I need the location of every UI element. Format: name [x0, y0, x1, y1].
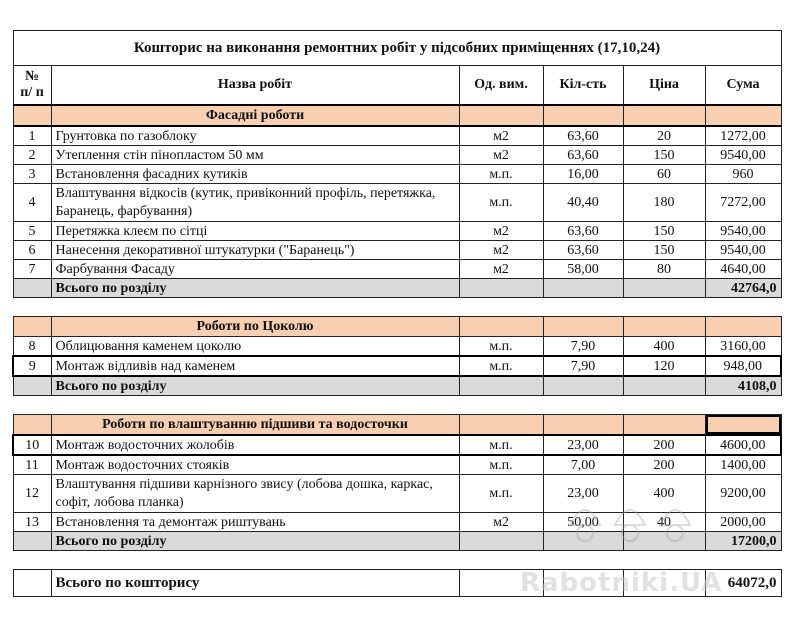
section-title: Фасадні роботи: [51, 105, 459, 126]
title-row: [13, 31, 781, 66]
row-price: 60: [623, 165, 705, 184]
grand-total-value: 64072,0: [705, 570, 781, 597]
row-name: Влаштування відкосів (кутик, привіконний профіль, перетяжка, Баранець, фарбування): [51, 184, 459, 222]
row-num: 8: [13, 337, 51, 357]
row-name: Встановлення та демонтаж риштувань: [51, 513, 459, 532]
row-name: Монтаж водосточних стояків: [51, 455, 459, 475]
row-sum: 1272,00: [705, 126, 781, 146]
header-qty: Кіл-сть: [543, 66, 623, 106]
row-name: Фарбування Фасаду: [51, 260, 459, 279]
row-qty: 63,60: [543, 146, 623, 165]
row-unit: м.п.: [459, 475, 543, 513]
row-num: 10: [13, 435, 51, 455]
row-unit: м.п.: [459, 435, 543, 455]
row-price: 150: [623, 222, 705, 241]
section-header: [13, 415, 781, 436]
row-unit: м.п.: [459, 337, 543, 357]
row-name: Монтаж відливів над каменем: [51, 356, 459, 376]
spacer-row: [13, 551, 781, 570]
table-row: [13, 146, 781, 165]
row-qty: 7,00: [543, 455, 623, 475]
row-qty: 63,60: [543, 222, 623, 241]
row-name: Облицювання каменем цоколю: [51, 337, 459, 357]
section-total-row: [13, 279, 781, 298]
row-name: Грунтовка по газоблоку: [51, 126, 459, 146]
section-total-value: 4108,0: [705, 376, 781, 396]
row-price: 400: [623, 475, 705, 513]
row-unit: м.п.: [459, 165, 543, 184]
table-row: [13, 126, 781, 146]
row-sum: 2000,00: [705, 513, 781, 532]
row-sum: 9200,00: [705, 475, 781, 513]
table-row: [13, 455, 781, 475]
spacer-row: [13, 298, 781, 317]
row-num: 1: [13, 126, 51, 146]
highlighted-cell: [705, 415, 781, 436]
row-qty: 50,00: [543, 513, 623, 532]
header-row: [13, 66, 781, 106]
row-sum: 960: [705, 165, 781, 184]
section-total-row: [13, 376, 781, 396]
row-num: 4: [13, 184, 51, 222]
row-unit: м.п.: [459, 455, 543, 475]
grand-total-label: Всього по кошторису: [51, 570, 459, 597]
row-qty: 58,00: [543, 260, 623, 279]
row-qty: 63,60: [543, 126, 623, 146]
row-name: Перетяжка клеєм по сітці: [51, 222, 459, 241]
header-num: № п/ п: [13, 66, 51, 106]
row-sum: 4600,00: [705, 435, 781, 455]
row-num: 13: [13, 513, 51, 532]
row-unit: м.п.: [459, 356, 543, 376]
table-row: [13, 435, 781, 455]
section-title: Роботи по влаштуванню підшиви та водосточки: [51, 415, 459, 436]
row-sum: 9540,00: [705, 222, 781, 241]
header-name: Назва робіт: [51, 66, 459, 106]
row-sum: 9540,00: [705, 146, 781, 165]
section-title: Роботи по Цоколю: [51, 317, 459, 337]
watermark-logo-icon: [560, 485, 710, 545]
row-price: 400: [623, 337, 705, 357]
row-name: Встановлення фасадних кутиків: [51, 165, 459, 184]
row-sum: 7272,00: [705, 184, 781, 222]
row-qty: 40,40: [543, 184, 623, 222]
row-num: 2: [13, 146, 51, 165]
row-name: Влаштування підшиви карнізного звису (лобова дошка, каркас, софіт, лобова планка): [51, 475, 459, 513]
row-num: 11: [13, 455, 51, 475]
header-price: Ціна: [623, 66, 705, 106]
row-price: 150: [623, 241, 705, 260]
watermark-text: Rabotniki.UA: [520, 568, 723, 598]
row-unit: м2: [459, 126, 543, 146]
table-row: [13, 337, 781, 357]
spacer-row: [13, 396, 781, 415]
section-header: [13, 105, 781, 126]
row-sum: 1400,00: [705, 455, 781, 475]
table-row: [13, 356, 781, 376]
row-name: Монтаж водосточних жолобів: [51, 435, 459, 455]
row-unit: м.п.: [459, 184, 543, 222]
row-price: 180: [623, 184, 705, 222]
row-qty: 63,60: [543, 241, 623, 260]
section-total-label: Всього по розділу: [51, 279, 459, 298]
row-name: Утеплення стін пінопластом 50 мм: [51, 146, 459, 165]
row-unit: м2: [459, 146, 543, 165]
row-sum: 9540,00: [705, 241, 781, 260]
row-price: 120: [623, 356, 705, 376]
table-row: [13, 260, 781, 279]
row-unit: м2: [459, 260, 543, 279]
row-sum: 4640,00: [705, 260, 781, 279]
table-row: [13, 222, 781, 241]
header-unit: Од. вим.: [459, 66, 543, 106]
row-sum: 948,00: [705, 356, 781, 376]
row-num: 7: [13, 260, 51, 279]
section-total-label: Всього по розділу: [51, 532, 459, 551]
section-total-label: Всього по розділу: [51, 376, 459, 396]
row-qty: 7,90: [543, 337, 623, 357]
document-title: Кошторис на виконання ремонтних робіт у підсобних приміщеннях (17,10,24): [13, 31, 781, 66]
row-price: 200: [623, 455, 705, 475]
table-row: [13, 241, 781, 260]
table-row: [13, 165, 781, 184]
row-num: 12: [13, 475, 51, 513]
table-row: [13, 184, 781, 222]
section-total-value: 17200,0: [705, 532, 781, 551]
row-num: 3: [13, 165, 51, 184]
row-qty: 16,00: [543, 165, 623, 184]
row-unit: м2: [459, 241, 543, 260]
section-total-value: 42764,0: [705, 279, 781, 298]
row-unit: м2: [459, 222, 543, 241]
row-qty: 23,00: [543, 435, 623, 455]
row-num: 5: [13, 222, 51, 241]
row-price: 200: [623, 435, 705, 455]
row-price: 40: [623, 513, 705, 532]
row-price: 150: [623, 146, 705, 165]
row-name: Нанесення декоративної штукатурки ("Баранець"): [51, 241, 459, 260]
row-sum: 3160,00: [705, 337, 781, 357]
row-qty: 23,00: [543, 475, 623, 513]
row-price: 20: [623, 126, 705, 146]
row-price: 80: [623, 260, 705, 279]
row-unit: м2: [459, 513, 543, 532]
row-num: 6: [13, 241, 51, 260]
section-header: [13, 317, 781, 337]
header-sum: Сума: [705, 66, 781, 106]
row-qty: 7,90: [543, 356, 623, 376]
row-num: 9: [13, 356, 51, 376]
